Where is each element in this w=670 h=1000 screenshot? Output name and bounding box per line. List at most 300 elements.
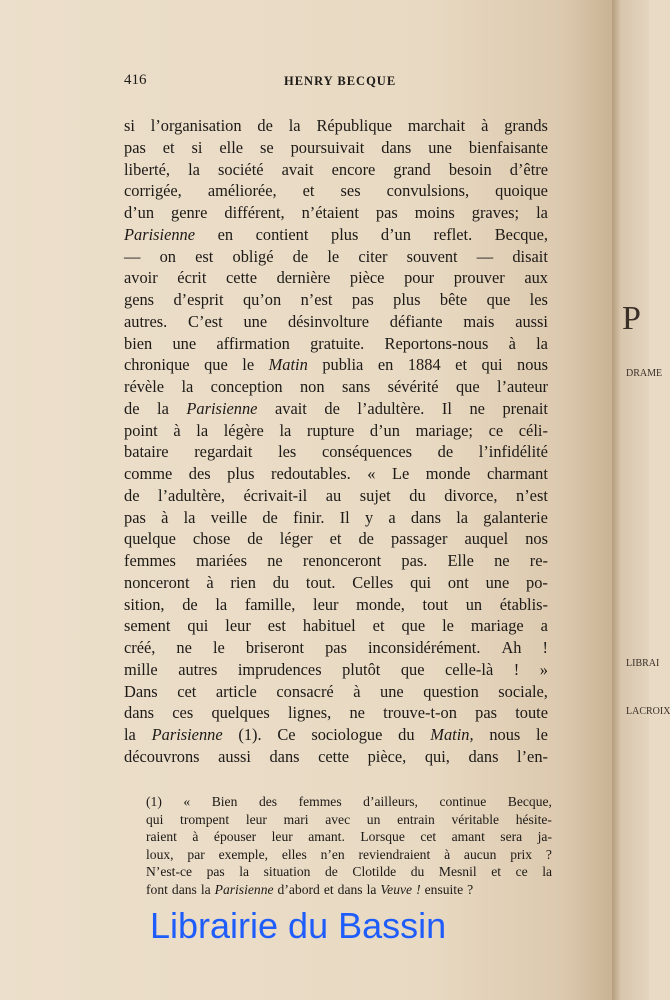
word: de xyxy=(124,485,140,505)
word: mariage; xyxy=(415,420,473,440)
text-line xyxy=(124,507,548,529)
word: elles xyxy=(281,846,307,862)
word: céli- xyxy=(518,420,548,440)
word: si xyxy=(124,116,135,135)
text-line xyxy=(124,594,548,616)
word: pas xyxy=(475,703,497,723)
text-line xyxy=(124,246,548,268)
text-line xyxy=(124,485,548,507)
word: — xyxy=(476,246,494,266)
word: affirmation xyxy=(216,333,290,353)
word: la xyxy=(542,864,552,879)
word: cette xyxy=(318,746,350,766)
word: la xyxy=(239,864,250,879)
word: bien xyxy=(124,333,153,353)
word: à xyxy=(206,572,214,592)
footnote-line xyxy=(146,828,552,846)
word: famille, xyxy=(244,594,296,614)
word: des xyxy=(258,794,278,809)
word: sociale, xyxy=(498,681,548,701)
word: mariées xyxy=(196,551,248,570)
word: liberté, xyxy=(124,159,170,179)
word: mais xyxy=(463,311,495,331)
word: plus xyxy=(393,290,421,309)
word: République xyxy=(316,116,393,135)
word: (1) xyxy=(146,794,162,809)
word: contient xyxy=(255,224,309,244)
word: dans xyxy=(381,137,412,157)
word: par xyxy=(187,846,205,862)
word: pas xyxy=(206,864,225,879)
word: Parisienne xyxy=(124,224,196,244)
word: de xyxy=(257,116,273,135)
word: société xyxy=(218,159,264,179)
word: cet xyxy=(420,829,437,844)
word: quoique xyxy=(495,181,548,201)
word: au xyxy=(325,485,342,505)
word: la xyxy=(215,594,228,614)
word: dans xyxy=(171,881,197,897)
word: graves; xyxy=(471,203,520,222)
word: cet xyxy=(177,681,197,701)
word: la xyxy=(536,203,548,222)
word: rien xyxy=(230,572,256,592)
word: le xyxy=(242,355,255,375)
word: poursuivait xyxy=(290,137,365,157)
word: n’étaient xyxy=(301,203,359,222)
word: aux xyxy=(524,268,548,288)
word: découvrons xyxy=(124,746,200,766)
word: à xyxy=(481,116,489,135)
word: avec xyxy=(325,811,351,827)
word: sévérité xyxy=(387,377,439,396)
word: monde xyxy=(425,464,471,483)
word: écrivait-il xyxy=(243,485,308,505)
word: la xyxy=(196,420,209,440)
word: a xyxy=(540,616,548,636)
word: véritable xyxy=(451,811,500,827)
word: convulsions, xyxy=(386,181,470,201)
word: n’est xyxy=(300,290,333,309)
word: non xyxy=(299,377,325,396)
word: on xyxy=(159,246,176,266)
word: Mesnil xyxy=(438,864,477,879)
word: femmes xyxy=(298,794,342,809)
word: est xyxy=(267,616,286,636)
word: ce xyxy=(488,420,504,440)
word: du xyxy=(410,864,425,879)
word: sera xyxy=(500,829,523,844)
word: leur xyxy=(313,594,339,614)
word: passager xyxy=(390,529,448,549)
word: du xyxy=(409,485,426,505)
word: ! xyxy=(513,659,520,679)
word: Parisienne xyxy=(186,398,258,418)
word: une xyxy=(380,681,404,701)
word: corrigée, xyxy=(124,181,182,201)
word: quelque xyxy=(124,529,176,549)
text-line xyxy=(124,180,548,202)
word: Veuve xyxy=(380,881,413,897)
word: nous xyxy=(517,355,548,375)
word: mari xyxy=(283,811,309,827)
word: avait xyxy=(281,159,314,179)
word: Le xyxy=(391,464,410,483)
text-line xyxy=(124,615,548,637)
text-line xyxy=(124,441,548,463)
word: pas. xyxy=(401,551,428,570)
word: et xyxy=(302,181,315,201)
word: Reportons-nous xyxy=(384,333,489,353)
text-line xyxy=(124,224,548,246)
word: qui xyxy=(146,811,164,827)
word: prouver xyxy=(453,268,505,288)
word: de xyxy=(262,507,278,527)
word: nous xyxy=(489,725,521,744)
word: femmes xyxy=(124,551,176,570)
word: celle-là xyxy=(445,659,494,679)
word: monde, xyxy=(356,594,405,614)
word: sement xyxy=(124,616,171,636)
word: point xyxy=(124,420,158,440)
word: ne xyxy=(176,638,192,657)
word: briseront xyxy=(245,638,305,657)
word: grands xyxy=(504,116,548,135)
word: à xyxy=(353,681,361,701)
word: ce xyxy=(515,864,528,879)
text-line xyxy=(124,202,548,224)
word: Ce xyxy=(277,725,296,744)
word: ja- xyxy=(537,829,552,844)
word: un xyxy=(366,811,381,827)
word: Dans xyxy=(124,681,158,701)
text-line xyxy=(124,115,548,137)
word: veille xyxy=(210,507,248,527)
word: l’organisation xyxy=(150,116,242,135)
word: la xyxy=(157,398,169,418)
word: et xyxy=(323,881,334,897)
word: mille xyxy=(124,659,158,679)
word: Lorsque xyxy=(360,829,405,844)
word: chronique xyxy=(124,355,190,375)
word: de xyxy=(437,442,454,462)
text-line xyxy=(124,354,548,376)
word: raient xyxy=(146,829,177,844)
word: trouve-t-on xyxy=(383,703,457,723)
word: révèle xyxy=(124,377,165,396)
footnote-line xyxy=(146,863,552,881)
word: en xyxy=(217,224,234,244)
word: écrit xyxy=(177,268,207,288)
running-title: HENRY BECQUE xyxy=(284,74,397,88)
word: à xyxy=(444,846,451,862)
text-line xyxy=(124,746,548,768)
word: en xyxy=(377,355,394,375)
word: d’ailleurs, xyxy=(363,794,418,809)
word: de xyxy=(124,398,140,418)
word: encore xyxy=(331,159,376,179)
footnote-line xyxy=(146,846,552,864)
word: une xyxy=(243,311,268,331)
word: dans xyxy=(410,507,441,527)
word: Matin xyxy=(268,355,308,375)
word: 1884 xyxy=(407,355,441,375)
text-line xyxy=(124,311,548,333)
text-line xyxy=(124,659,548,681)
word: plus xyxy=(331,224,359,244)
word: ne xyxy=(349,703,365,723)
word: gens xyxy=(124,290,155,309)
word: hésite- xyxy=(515,811,552,827)
word: ses xyxy=(340,181,361,201)
facing-fragment: LACROIX xyxy=(626,706,670,717)
word: Ah xyxy=(501,638,522,657)
word: finir. xyxy=(293,507,325,527)
word: dans xyxy=(269,746,300,766)
word: des xyxy=(188,464,211,483)
word: N’est-ce xyxy=(146,864,193,879)
word: auquel xyxy=(464,529,509,549)
word: et xyxy=(372,616,385,636)
word: de xyxy=(182,594,198,614)
word: mariage xyxy=(470,616,524,636)
word: d’être xyxy=(509,159,548,179)
word: Becque, xyxy=(507,794,552,809)
word: et xyxy=(455,355,468,375)
text-line xyxy=(124,702,548,724)
word: aucun xyxy=(463,846,497,862)
word: que xyxy=(400,659,425,679)
word: prix xyxy=(510,846,533,862)
text-line xyxy=(124,376,548,398)
word: ont xyxy=(447,572,469,592)
word: la xyxy=(536,333,548,353)
word: conception xyxy=(210,377,283,396)
word: leur xyxy=(245,811,267,827)
word: de xyxy=(247,529,263,549)
word: de xyxy=(324,398,340,418)
word: gratuite. xyxy=(310,333,365,353)
word: ensuite xyxy=(424,881,464,897)
word: différent, xyxy=(224,203,285,222)
word: nonceront xyxy=(124,572,190,592)
word: n’en xyxy=(320,846,345,862)
word: améliorée, xyxy=(207,181,277,201)
word: de xyxy=(325,864,338,879)
word: Matin, xyxy=(430,725,474,744)
word: re- xyxy=(529,551,548,570)
footnote-line xyxy=(146,811,552,829)
word: la xyxy=(124,725,136,744)
word: qu’on xyxy=(242,290,282,309)
word: situation xyxy=(263,864,311,879)
word: le xyxy=(212,638,225,657)
word: qui xyxy=(410,572,432,592)
word: bête xyxy=(439,290,468,309)
word: — xyxy=(124,246,141,266)
word: et xyxy=(491,864,502,879)
word: aussi xyxy=(515,311,548,331)
word: elle xyxy=(219,137,244,157)
word: les xyxy=(529,290,548,309)
word: la xyxy=(456,507,469,527)
word: inconsidérément. xyxy=(368,638,481,657)
word: léger xyxy=(279,529,313,549)
word: ! xyxy=(542,638,548,657)
word: qui xyxy=(481,355,503,375)
word: la xyxy=(188,159,200,179)
word: Clotilde xyxy=(352,864,397,879)
word: à xyxy=(173,420,181,440)
word: amant xyxy=(451,829,485,844)
word: galanterie xyxy=(483,507,548,527)
word: pas xyxy=(124,507,146,527)
word: sociologue xyxy=(311,725,383,744)
word: souvent xyxy=(406,246,458,266)
word: à xyxy=(192,829,199,844)
word: nos xyxy=(525,529,548,549)
word: l’adultère. xyxy=(357,398,425,418)
word: C’est xyxy=(188,311,223,331)
word: ne xyxy=(267,551,283,570)
word: ? xyxy=(545,846,552,862)
word: trompent xyxy=(180,811,230,827)
word: moins xyxy=(414,203,455,222)
word: à xyxy=(508,333,516,353)
word: renonceront xyxy=(302,551,382,570)
word: (1). xyxy=(238,725,262,744)
word: chose xyxy=(192,529,231,549)
word: l’infidélité xyxy=(478,442,548,462)
word: n’est xyxy=(516,485,548,505)
word: que xyxy=(204,355,228,375)
word: article xyxy=(215,681,257,701)
word: pièce, xyxy=(367,746,407,766)
word: a xyxy=(388,507,396,527)
word: dans xyxy=(337,881,363,897)
word: Parisienne xyxy=(214,881,274,897)
word: loux, xyxy=(146,846,174,862)
word: rupture xyxy=(306,420,355,440)
word: la xyxy=(200,881,211,897)
text-line xyxy=(124,333,548,355)
word: consacré xyxy=(276,681,334,701)
word: pas xyxy=(375,203,398,222)
word: avoir xyxy=(124,268,158,288)
text-line xyxy=(124,528,548,550)
word: de xyxy=(292,246,309,266)
word: d’un xyxy=(124,203,155,222)
word: se xyxy=(260,137,274,157)
word: défiante xyxy=(389,311,443,331)
word: « xyxy=(367,464,376,483)
word: toute xyxy=(515,703,548,723)
word: et xyxy=(329,529,342,549)
word: reviendraient xyxy=(358,846,431,862)
word: disait xyxy=(512,246,548,266)
word: l’auteur xyxy=(497,377,548,396)
word: ne xyxy=(469,398,485,418)
word: aussi xyxy=(218,746,251,766)
word: autres xyxy=(178,659,218,679)
word: dans xyxy=(124,703,155,723)
footnote xyxy=(146,793,552,898)
word: entrain xyxy=(397,811,435,827)
word: leur xyxy=(271,829,293,844)
word: du xyxy=(272,572,290,592)
word: tout. xyxy=(305,572,336,592)
facing-fragment: DRAME xyxy=(626,368,663,379)
word: question xyxy=(423,681,479,701)
word: et xyxy=(162,137,175,157)
word: la xyxy=(288,116,301,135)
word: marchait xyxy=(407,116,466,135)
word: pas xyxy=(351,290,374,309)
word: l’adultère, xyxy=(158,485,225,505)
word: créé, xyxy=(124,638,156,657)
footnote-line xyxy=(146,881,552,899)
word: ? xyxy=(467,881,474,897)
text-line xyxy=(124,637,548,659)
word: regardait xyxy=(194,442,253,462)
word: bataire xyxy=(124,442,169,462)
word: tout xyxy=(422,594,449,614)
word: dans xyxy=(468,746,499,766)
facing-fragment: LIBRAI xyxy=(626,658,660,669)
word: imprudences xyxy=(237,659,322,679)
word: le xyxy=(442,616,454,636)
word: sujet xyxy=(359,485,391,505)
word: Il xyxy=(441,398,452,418)
word: Parisienne xyxy=(151,725,223,744)
word: établis- xyxy=(499,594,548,614)
word: de xyxy=(358,529,374,549)
word: autres. xyxy=(124,311,168,331)
text-line xyxy=(124,398,548,420)
word: que xyxy=(455,377,480,396)
word: pour xyxy=(404,268,435,288)
word: pas xyxy=(325,638,347,657)
word: Elle xyxy=(447,551,474,570)
word: comme xyxy=(124,464,173,483)
word: est xyxy=(195,246,214,266)
word: un xyxy=(465,594,483,614)
word: publia xyxy=(322,355,364,375)
word: exemple, xyxy=(218,846,269,862)
word: obligé xyxy=(232,246,274,266)
word: du xyxy=(398,725,415,744)
watermark: Librairie du Bassin xyxy=(150,905,447,946)
word: à xyxy=(161,507,169,527)
text-line xyxy=(124,420,548,442)
body-text xyxy=(124,115,548,768)
word: la xyxy=(181,377,194,396)
text-line xyxy=(124,550,548,572)
word: une xyxy=(428,137,452,157)
word: font xyxy=(146,881,168,897)
word: la xyxy=(366,881,377,897)
word: pièce xyxy=(349,268,385,288)
word: d’un xyxy=(369,420,400,440)
word: une xyxy=(485,572,510,592)
word: l’en- xyxy=(517,746,548,766)
text-line xyxy=(124,137,548,159)
word: plus xyxy=(227,464,255,483)
word: qui, xyxy=(424,746,450,766)
word: divorce, xyxy=(444,485,498,505)
word: les xyxy=(278,442,297,462)
word: la xyxy=(279,420,292,440)
